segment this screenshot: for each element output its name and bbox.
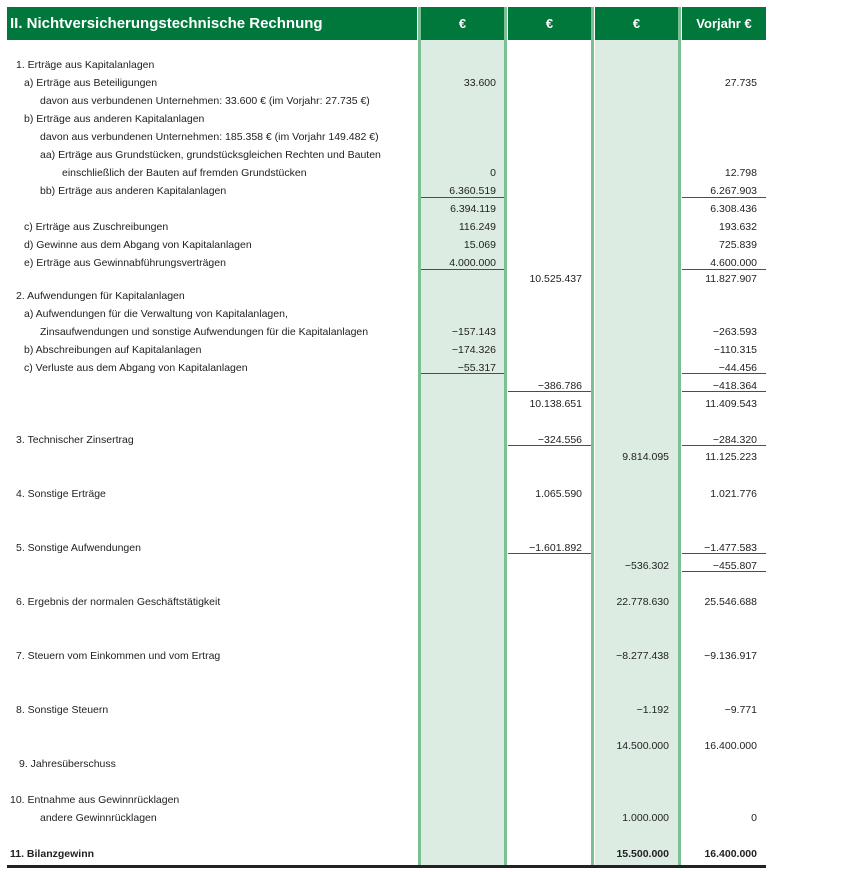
column-band-1 [421, 40, 504, 866]
row-label: 2. Aufwendungen für Kapitalanlagen [16, 290, 185, 302]
row-value-col3: −8.277.438 [616, 650, 669, 662]
row-label: b) Abschreibungen auf Kapitalanlagen [24, 344, 202, 356]
row-label: einschließlich der Bauten auf fremden Grundstücken [62, 167, 307, 179]
row-label: Zinsaufwendungen und sonstige Aufwendungen für die Kapitalanlagen [40, 326, 369, 338]
row-value-prior-year: 6.308.436 [710, 203, 757, 215]
row-value-prior-year: 25.546.688 [704, 596, 757, 608]
row-value-prior-year: 1.021.776 [710, 488, 757, 500]
row-value-prior-year: 0 [751, 812, 757, 824]
row-value-prior-year: −9.136.917 [704, 650, 757, 662]
row-value-prior-year: 193.632 [719, 221, 757, 233]
row-value-col1: −157.143 [451, 326, 496, 338]
row-value-col3: −536.302 [624, 560, 669, 572]
row-value-prior-year: −284.320 [712, 434, 757, 446]
row-label: 9. Jahresüberschuss [19, 758, 116, 770]
row-label: 3. Technischer Zinsertrag [16, 434, 134, 446]
row-value-col1: 6.360.519 [449, 185, 496, 197]
row-value-col3: 22.778.630 [616, 596, 669, 608]
column-separator [418, 7, 421, 866]
row-value-prior-year: 4.600.000 [710, 257, 757, 269]
row-value-prior-year: −110.315 [713, 344, 757, 356]
row-value-prior-year: 27.735 [724, 77, 757, 89]
row-value-col1: 33.600 [463, 77, 496, 89]
row-label: 10. Entnahme aus Gewinnrücklagen [10, 794, 180, 806]
row-value-col3: 14.500.000 [616, 740, 669, 752]
column-header-euro-2: € [508, 7, 591, 40]
row-value-col1: 6.394.119 [450, 203, 496, 215]
row-value-col2: 1.065.590 [535, 488, 582, 500]
row-value-col2: −386.786 [537, 380, 582, 392]
row-value-col2: 10.138.651 [529, 398, 582, 410]
row-value-col1: −55.317 [457, 362, 496, 374]
row-value-col3: 9.814.095 [622, 451, 669, 463]
row-value-prior-year: 6.267.903 [710, 185, 757, 197]
row-value-prior-year: −1.477.583 [704, 542, 757, 554]
row-label: b) Erträge aus anderen Kapitalanlagen [24, 113, 205, 125]
row-label: 6. Ergebnis der normalen Geschäftstätigkeit [16, 596, 221, 608]
row-label: 7. Steuern vom Einkommen und vom Ertrag [16, 650, 221, 662]
row-label: 11. Bilanzgewinn [10, 848, 95, 860]
row-value-col3: 15.500.000 [616, 848, 669, 860]
section-title: II. Nichtversicherungstechnische Rechnung [7, 7, 417, 40]
column-separator [591, 7, 594, 866]
row-value-prior-year: 16.400.000 [704, 740, 757, 752]
column-header-euro-1: € [421, 7, 504, 40]
row-label: c) Verluste aus dem Abgang von Kapitalanlagen [24, 362, 248, 374]
row-value-col1: 0 [490, 167, 496, 179]
row-label: a) Aufwendungen für die Verwaltung von Kapitalanlagen, [24, 308, 288, 320]
row-value-prior-year: 16.400.000 [704, 848, 757, 860]
row-value-col2: −324.556 [537, 434, 582, 446]
row-value-prior-year: 12.798 [724, 167, 757, 179]
column-separator [504, 7, 507, 866]
bottom-rule [7, 865, 766, 868]
row-value-col3: −1.192 [636, 704, 669, 716]
row-label: 5. Sonstige Aufwendungen [16, 542, 141, 554]
row-label: aa) Erträge aus Grundstücken, grundstücksgleichen Rechten und Bauten [40, 149, 381, 161]
row-value-col1: −174.326 [451, 344, 496, 356]
row-value-prior-year: −9.771 [724, 704, 757, 716]
row-label: andere Gewinnrücklagen [40, 812, 157, 824]
row-label: 4. Sonstige Erträge [16, 488, 106, 500]
row-value-prior-year: 725.839 [719, 239, 757, 251]
row-value-col2: −1.601.892 [529, 542, 582, 554]
row-value-col1: 15.069 [463, 239, 496, 251]
row-value-prior-year: −455.807 [712, 560, 757, 572]
row-value-col1: 116.249 [458, 221, 496, 233]
row-label: a) Erträge aus Beteiligungen [24, 77, 158, 89]
row-label: 8. Sonstige Steuern [16, 704, 109, 716]
row-label: d) Gewinne aus dem Abgang von Kapitalanlagen [24, 239, 252, 251]
row-value-prior-year: −44.456 [718, 362, 757, 374]
row-value-prior-year: 11.827.907 [705, 273, 757, 285]
row-label: davon aus verbundenen Unternehmen: 33.600 € (im Vorjahr: 27.735 €) [40, 95, 370, 107]
row-value-col3: 1.000.000 [622, 812, 669, 824]
row-value-prior-year: −418.364 [712, 380, 757, 392]
column-header-prior-year: Vorjahr € [682, 7, 766, 40]
row-value-prior-year: −263.593 [712, 326, 757, 338]
row-label: davon aus verbundenen Unternehmen: 185.358 € (im Vorjahr 149.482 €) [40, 131, 379, 143]
row-label: e) Erträge aus Gewinnabführungsverträgen [24, 257, 226, 269]
column-separator [678, 7, 681, 866]
row-value-prior-year: 11.125.223 [705, 451, 757, 463]
row-label: c) Erträge aus Zuschreibungen [24, 221, 169, 233]
row-value-col2: 10.525.437 [529, 273, 582, 285]
row-value-col1: 4.000.000 [449, 257, 496, 269]
row-label: bb) Erträge aus anderen Kapitalanlagen [40, 185, 227, 197]
row-value-prior-year: 11.409.543 [705, 398, 757, 410]
column-header-euro-3: € [595, 7, 678, 40]
row-label: 1. Erträge aus Kapitalanlagen [16, 59, 155, 71]
